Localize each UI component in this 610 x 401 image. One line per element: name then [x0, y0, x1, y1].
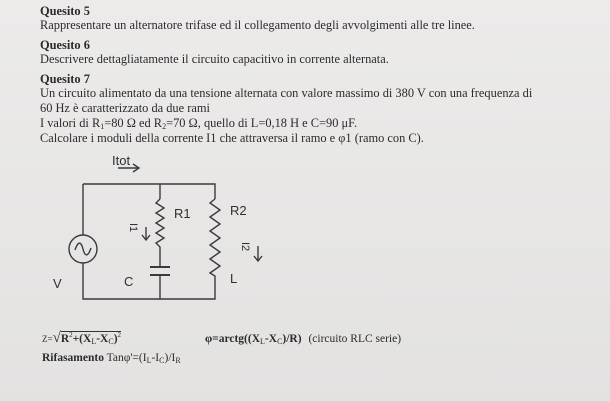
quesito-5-title: Quesito 5 — [40, 4, 90, 18]
i2-label: I2 — [239, 242, 251, 252]
quesito-7-line-4: Calcolare i moduli della corrente I1 che attraversa il ramo e φ1 (ramo con C). — [40, 131, 424, 145]
c-label: C — [124, 274, 134, 289]
r2-label: R2 — [230, 203, 247, 218]
quesito-5-text: Rappresentare un alternatore trifase ed il collegamento degli avvolgimenti alle tre linee. — [40, 18, 475, 32]
circuit-diagram — [50, 155, 350, 325]
rifasamento-formula: Rifasamento $Tan\varphi'=(I_L-I_C)/I_R$ — [42, 352, 181, 365]
quesito-6-title: Quesito 6 — [40, 38, 90, 52]
impedance-formula: $Z=√R^2+(X_L-X_C)^2$ — [42, 330, 122, 346]
i1-label: I1 — [127, 223, 139, 233]
v-label: V — [53, 276, 62, 291]
l-label: L — [230, 271, 238, 286]
r1-label: R1 — [174, 206, 191, 221]
quesito-7-line-3: I valori di $R_1=80$ Ω ed $R_2=70$ Ω, quello di L=0,18 H e C=90 μF. — [40, 116, 358, 131]
quesito-7-title: Quesito 7 — [40, 72, 90, 86]
itot-label: Itot — [112, 155, 131, 168]
quesito-6-text: Descrivere dettagliatamente il circuito capacitivo in corrente alternata. — [40, 52, 389, 66]
quesito-7-line-2: 60 Hz è caratterizzato da due rami — [40, 101, 210, 115]
quesito-7-line-1: Un circuito alimentato da una tensione alternata con valore massimo di 380 V con una frequenza di — [40, 86, 533, 100]
phase-formula: $\varphi=arctg((X_L-X_C)/R)$ (circuito RLC serie) — [205, 333, 402, 346]
